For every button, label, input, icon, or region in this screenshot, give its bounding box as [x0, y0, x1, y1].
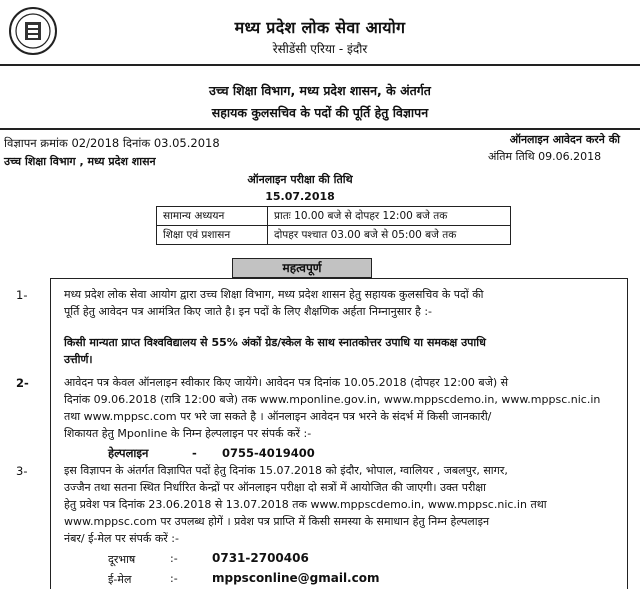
schedule-subject: सामान्य अध्ययन	[157, 207, 268, 226]
subtitle-divider	[0, 128, 640, 130]
schedule-subject: शिक्षा एवं प्रशासन	[157, 226, 268, 245]
item-text: दिनांक 09.06.2018 (रात्रि 12:00 बजे) तक www.mponline.gov.in, www.mppscdemo.in, www.mppsc.nic.in	[64, 393, 601, 406]
table-row	[157, 207, 511, 226]
commission-title: मध्य प्रदेश लोक सेवा आयोग	[234, 18, 406, 37]
last-date: अंतिम तिथि 09.06.2018	[488, 150, 602, 163]
table-row	[157, 226, 511, 245]
commission-address: रेसीडेंसी एरिया - इंदौर	[272, 42, 368, 56]
list-item	[64, 286, 610, 320]
advt-subtitle-2: सहायक कुलसचिव के पदों की पूर्ति हेतु विज्ञापन	[211, 105, 429, 120]
exam-heading: ऑनलाइन परीक्षा की तिथि	[247, 173, 353, 186]
item-text: www.mppsc.com पर उपलब्ध होगें । प्रवेश पत्र प्राप्ति में किसी समस्या के समाधान हेतु निम्न हेल्पलाइन	[64, 515, 490, 528]
item-text: मध्य प्रदेश लोक सेवा आयोग द्वारा उच्च शिक्षा विभाग, मध्य प्रदेश शासन हेतु सहायक कुलसचिव के पदों की	[64, 288, 484, 301]
email-address[interactable]: mppsconline@gmail.com	[212, 571, 380, 585]
item-text: उज्जैन तथा सतना स्थित निर्धारित केन्द्रों पर ऑनलाइन परीक्षा दो सत्रों में आयोजित की जाएगी। उक्त परीक्षा	[64, 481, 487, 494]
item-number: 3-	[16, 464, 28, 478]
email-label: ई-मेल	[108, 573, 132, 586]
schedule-time: प्रातः 10.00 बजे से दोपहर 12:00 बजे तक	[268, 207, 511, 226]
helpline-number: 0755-4019400	[222, 446, 315, 460]
department-name: उच्च शिक्षा विभाग , मध्य प्रदेश शासन	[4, 155, 156, 168]
header-divider	[0, 64, 640, 66]
email-separator: :-	[170, 572, 178, 585]
online-apply-label: ऑनलाइन आवेदन करने की	[509, 133, 620, 146]
item-text: किसी मान्यता प्राप्त विश्वविद्यालय से 55% अंकों ग्रेड/स्केल के साथ स्नातकोत्तर उपाधि या समकक्ष उपाधि	[64, 336, 486, 349]
helpline-separator: -	[192, 446, 197, 460]
item-text: नंबर/ ई-मेल पर संपर्क करें :-	[64, 532, 179, 545]
list-item	[64, 462, 610, 547]
phone-label: दूरभाष	[108, 553, 136, 566]
phone-number: 0731-2700406	[212, 551, 309, 565]
advt-number: विज्ञापन क्रमांक 02/2018 दिनांक 03.05.2018	[4, 136, 220, 150]
item-text: शिकायत हेतु Mponline के निम्न हेल्पलाइन पर संपर्क करें :-	[64, 427, 312, 440]
exam-date: 15.07.2018	[265, 190, 335, 203]
schedule-time: दोपहर पश्चात 03.00 बजे से 05:00 बजे तक	[268, 226, 511, 245]
important-heading: महत्वपूर्ण	[232, 258, 372, 278]
item-text: इस विज्ञापन के अंतर्गत विज्ञापित पदों हेतु दिनांक 15.07.2018 को इंदौर, भोपाल, ग्वालियर , जबलपुर, सागर,	[64, 464, 508, 477]
item-number: 1-	[16, 288, 28, 302]
item-text: उत्तीर्ण।	[64, 353, 93, 366]
item-text: तथा www.mppsc.com पर भरे जा सकते है । ऑनलाइन आवेदन पत्र भरने के संदर्भ में किसी जानकारी/	[64, 410, 492, 423]
qualification-text	[64, 334, 610, 368]
item-text: पूर्ति हेतु आवेदन पत्र आमंत्रित किए जाते है। इन पदों के लिए शैक्षणिक अर्हता निम्नानुसार है :-	[64, 305, 433, 318]
exam-schedule-table	[156, 206, 511, 245]
phone-separator: :-	[170, 552, 178, 565]
list-item	[64, 374, 610, 442]
advt-subtitle-1: उच्च शिक्षा विभाग, मध्य प्रदेश शासन, के अंतर्गत	[209, 83, 431, 98]
item-number: 2-	[16, 376, 29, 390]
helpline-label: हेल्पलाइन	[108, 446, 149, 460]
item-text: आवेदन पत्र केवल ऑनलाइन स्वीकार किए जायेंगे। आवेदन पत्र दिनांक 10.05.2018 (दोपहर 12:00 बजे) से	[64, 376, 509, 389]
item-text: हेतु प्रवेश पत्र दिनांक 23.06.2018 से 13.07.2018 तक www.mppscdemo.in, www.mppsc.nic.in तथा	[64, 498, 547, 511]
